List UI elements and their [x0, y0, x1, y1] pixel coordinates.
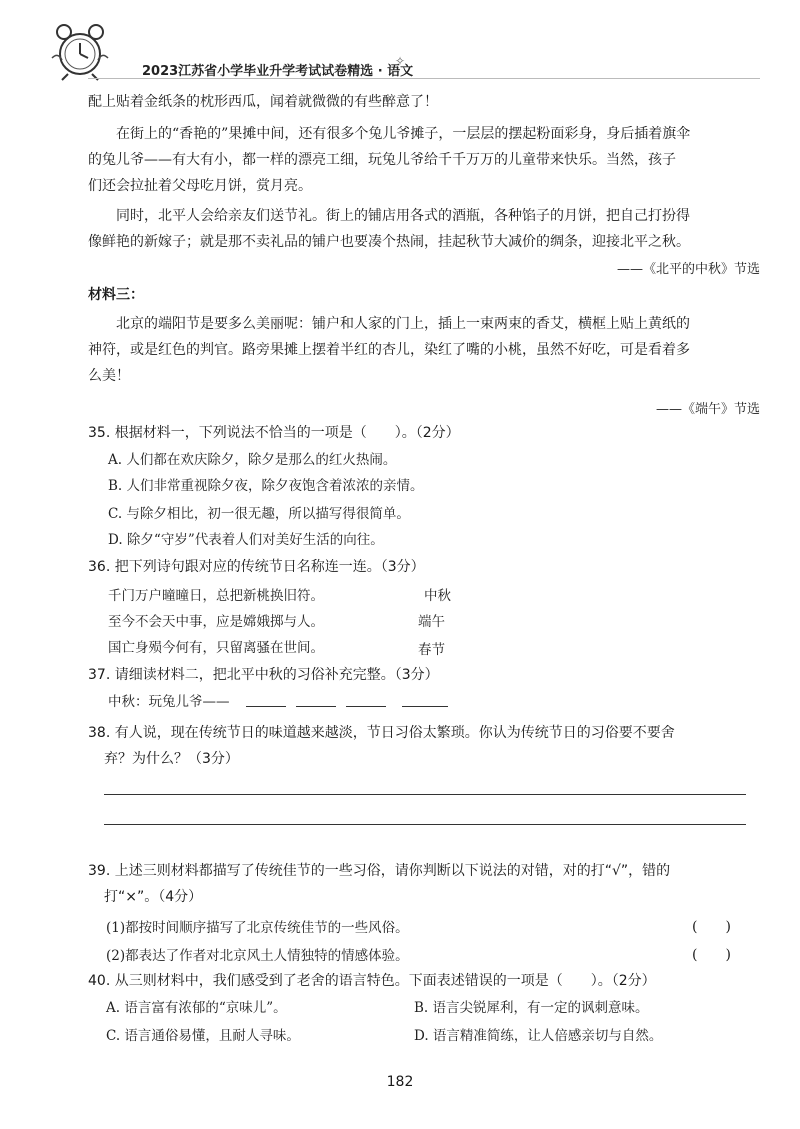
q36-festival-2: 端午 [418, 614, 445, 630]
material3-line-2: 神符，或是红色的判官。路旁果摊上摆着半红的杏儿，染红了嘴的小桃，虽然不好吃，可是看着多 [88, 342, 690, 358]
q40-option-b: B. 语言尖锐犀利，有一定的讽刺意味。 [414, 1000, 649, 1016]
material2-line-6: 像鲜艳的新嫁子；就是那不卖礼品的铺户也要凑个热闹，挂起秋节大减价的绸条，迎接北平之秋。 [88, 234, 690, 250]
q36-poem-1: 千门万户曈曈日，总把新桃换旧符。 [108, 588, 324, 604]
q38-line-1: 38. 有人说，现在传统节日的味道越来越淡，节日习俗太繁琐。你认为传统节日的习俗要不要舍 [88, 725, 675, 741]
q36-poem-3: 国亡身殒今何有，只留离骚在世间。 [108, 640, 324, 656]
q36-poem-2: 至今不会天中事，应是嫦娥掷与人。 [108, 614, 324, 630]
q37-blank-2[interactable] [296, 706, 336, 707]
q35-stem: 35. 根据材料一，下列说法不恰当的一项是（ ）。（2分） [88, 425, 460, 441]
material2-line-3: 的兔儿爷——有大有小，都一样的漂亮工细，玩兔儿爷给千千万万的儿童带来快乐。当然，孩子 [88, 152, 676, 168]
material2-line-5: 同时，北平人会给亲友们送节礼。街上的铺店用各式的酒瓶，各种馅子的月饼，把自己打扮得 [116, 208, 690, 224]
q40-option-d: D. 语言精准简练，让人倍感亲切与自然。 [414, 1028, 663, 1044]
alarm-clock-icon [48, 18, 112, 82]
q36-festival-1: 中秋 [424, 588, 451, 604]
material2-line-4: 们还会拉扯着父母吃月饼，赏月亮。 [88, 178, 312, 194]
material3-line-1: 北京的端阳节是要多么美丽呢：铺户和人家的门上，插上一束两束的香艾，横框上贴上黄纸的 [116, 316, 690, 332]
q40-option-c: C. 语言通俗易懂，且耐人寻味。 [106, 1028, 300, 1044]
q39-answer-1[interactable]: ( ) [692, 919, 731, 935]
material3-title: 材料三： [88, 287, 144, 303]
q35-option-c: C. 与除夕相比，初一很无趣，所以描写得很简单。 [108, 506, 410, 522]
material3-line-3: 么美！ [88, 368, 130, 384]
star-icon: ✧ [395, 54, 406, 68]
material2-line-1: 配上贴着金纸条的枕形西瓜，闻着就微微的有些醉意了！ [88, 94, 438, 110]
q39-line-2: 打“×”。（4分） [104, 889, 203, 905]
q35-option-b: B. 人们非常重视除夕夜，除夕夜饱含着浓浓的亲情。 [108, 478, 424, 494]
q38-line-2: 弃？为什么？（3分） [104, 751, 239, 767]
material2-line-2: 在街上的“香艳的”果摊中间，还有很多个兔儿爷摊子，一层层的摆起粉面彩身，身后插着旗伞 [116, 126, 691, 142]
q35-option-a: A. 人们都在欢庆除夕，除夕是那么的红火热闹。 [108, 452, 397, 468]
q39-answer-2[interactable]: ( ) [692, 947, 731, 963]
q39-line-1: 39. 上述三则材料都描写了传统佳节的一些习俗，请你判断以下说法的对错，对的打“√”，错的 [88, 863, 671, 879]
q40-stem: 40. 从三则材料中，我们感受到了老舍的语言特色。下面表述错误的一项是（ ）。（2分） [88, 973, 656, 989]
q35-option-d: D. 除夕“守岁”代表着人们对美好生活的向往。 [108, 532, 384, 548]
material3-source: ——《端午》节选 [655, 402, 760, 417]
q37-blank-1[interactable] [246, 706, 286, 707]
q36-stem: 36. 把下列诗句跟对应的传统节日名称连一连。（3分） [88, 559, 425, 575]
q38-answer-line-1[interactable] [104, 794, 746, 795]
q37-prefix: 中秋：玩兔儿爷—— [108, 694, 230, 710]
header-divider [88, 78, 760, 79]
q37-blank-4[interactable] [402, 706, 448, 707]
q39-item-2: (2)都表达了作者对北京风土人情独特的情感体验。 [106, 948, 409, 964]
q40-option-a: A. 语言富有浓郁的“京味儿”。 [106, 1000, 287, 1016]
q39-item-1: (1)都按时间顺序描写了北京传统佳节的一些风俗。 [106, 920, 409, 936]
q37-stem: 37. 请细读材料二，把北平中秋的习俗补充完整。（3分） [88, 667, 439, 683]
q37-blank-3[interactable] [346, 706, 386, 707]
series-title: 2023江苏省小学毕业升学考试试卷精选 · 语文 [142, 64, 414, 79]
page-header [40, 14, 760, 84]
q38-answer-line-2[interactable] [104, 824, 746, 825]
material2-source: ——《北平的中秋》节选 [616, 262, 760, 277]
q36-festival-3: 春节 [418, 642, 445, 658]
page-number: 182 [386, 1074, 414, 1090]
